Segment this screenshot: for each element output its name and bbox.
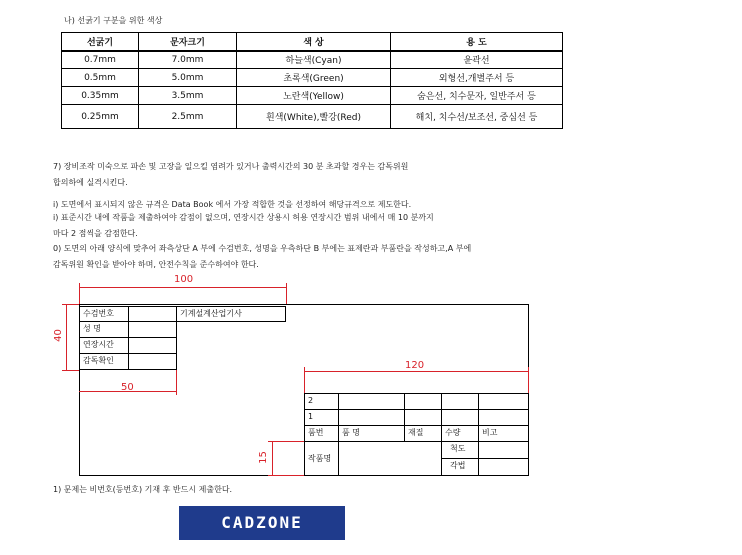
dim-line-left <box>66 304 67 371</box>
projection-value <box>478 458 529 476</box>
dim-ext-line <box>62 370 79 371</box>
dim-ext-line <box>62 304 79 305</box>
part-quantity <box>441 393 479 410</box>
name-label: 성 명 <box>79 321 129 338</box>
extension-time-value <box>128 337 177 354</box>
table-cell: 0.7mm <box>62 51 139 69</box>
part-remark <box>478 409 529 426</box>
table-cell: 하늘색(Cyan) <box>237 51 391 69</box>
table-cell: 0.25mm <box>62 105 139 129</box>
table-cell: 5.0mm <box>139 69 237 87</box>
note-line: 7) 장비조작 미숙으로 파손 및 고장을 일으킬 염려가 있거나 출력시간의 30 분 초과할 경우는 감독위원 <box>53 162 409 171</box>
note-line: 0) 도면의 아래 양식에 맞추어 좌측상단 A 부에 수검번호, 성명을 우측하단 B 부에는 표제란과 부품란을 작성하고,A 부에 <box>53 244 472 253</box>
dim-ext-line <box>176 370 177 395</box>
dim-ext-line <box>268 475 304 476</box>
dim-ext-line <box>286 283 287 304</box>
section-title: 나) 선굵기 구분을 위한 색상 <box>64 16 163 25</box>
exam-number-label: 수검번호 <box>79 306 129 322</box>
scale-value <box>478 441 529 459</box>
part-quantity <box>441 409 479 426</box>
dim-ext-line <box>304 367 305 393</box>
projection-label: 각법 <box>441 458 479 476</box>
table-cell: 외형선,개별주서 등 <box>391 69 563 87</box>
dim-text-left: 40 <box>52 329 64 342</box>
part-number: 1 <box>304 409 339 426</box>
dim-line-right <box>304 371 529 372</box>
supervisor-check-value <box>128 353 177 370</box>
table-row <box>62 105 563 129</box>
note-line: 감독위원 확인을 받아야 하며, 안전수칙을 준수하여야 한다. <box>53 260 259 269</box>
table-row <box>62 69 563 87</box>
note-line: ⅰ) 표준시간 내에 작품을 제출하여야 감점이 없으며, 연장시간 상용시 허용 연장시간 범위 내에서 매 10 분까지 <box>53 213 434 222</box>
header-part-name: 품 명 <box>338 425 405 442</box>
note-line: 마다 2 점씩을 감점한다. <box>53 229 138 238</box>
exam-number-value <box>128 306 177 322</box>
table-cell: 숨은선, 치수문자, 일반주서 등 <box>391 87 563 105</box>
note-line: 합의하에 실격시킨다. <box>53 178 128 187</box>
table-header: 문자크기 <box>139 33 237 51</box>
table-row <box>62 87 563 105</box>
work-name-value <box>338 441 442 476</box>
note-line: ⅰ) 도면에서 표시되지 않은 규격은 Data Book 에서 가장 적합한 것을 선정하여 해당규격으로 제도한다. <box>53 200 412 209</box>
dim-text-right: 120 <box>405 360 425 371</box>
table-cell: 7.0mm <box>139 51 237 69</box>
table-cell: 흰색(White),빨강(Red) <box>237 105 391 129</box>
dim-ext-line <box>268 441 304 442</box>
dim-text-bottom: 15 <box>257 451 269 464</box>
part-remark <box>478 393 529 410</box>
table-header: 색 상 <box>237 33 391 51</box>
supervisor-check-label: 감독확인 <box>79 353 129 370</box>
part-name <box>338 393 405 410</box>
exam-title: 기계설계산업기사 <box>176 306 286 322</box>
table-cell: 0.35mm <box>62 87 139 105</box>
header-material: 재질 <box>404 425 442 442</box>
work-name-label: 작품명 <box>304 441 339 476</box>
header-quantity: 수량 <box>441 425 479 442</box>
part-material <box>404 409 442 426</box>
dim-line-bottom <box>272 441 273 476</box>
dim-ext-line <box>79 283 80 304</box>
table-cell: 0.5mm <box>62 69 139 87</box>
name-value <box>128 321 177 338</box>
dim-line-top <box>79 287 286 288</box>
footer-note: 1) 문제는 비번호(등번호) 기재 후 반드시 제출한다. <box>53 485 233 494</box>
part-name <box>338 409 405 426</box>
table-header: 선굵기 <box>62 33 139 51</box>
table-cell: 2.5mm <box>139 105 237 129</box>
part-number: 2 <box>304 393 339 410</box>
table-cell: 3.5mm <box>139 87 237 105</box>
line-color-table <box>61 32 563 129</box>
table-cell: 노란색(Yellow) <box>237 87 391 105</box>
table-header: 용 도 <box>391 33 563 51</box>
dim-text-mid: 50 <box>121 382 134 393</box>
header-part-number: 품번 <box>304 425 339 442</box>
dim-text-top: 100 <box>174 274 194 285</box>
extension-time-label: 연장시간 <box>79 337 129 354</box>
table-cell: 윤곽선 <box>391 51 563 69</box>
table-row <box>62 51 563 69</box>
dim-ext-line <box>528 367 529 393</box>
table-cell: 초록색(Green) <box>237 69 391 87</box>
cadzone-logo: CADZONE <box>179 506 345 540</box>
header-remark: 비고 <box>478 425 529 442</box>
table-cell: 해치, 치수선/보조선, 중심선 등 <box>391 105 563 129</box>
table-header-row <box>62 33 563 51</box>
part-material <box>404 393 442 410</box>
scale-label: 척도 <box>441 441 479 459</box>
